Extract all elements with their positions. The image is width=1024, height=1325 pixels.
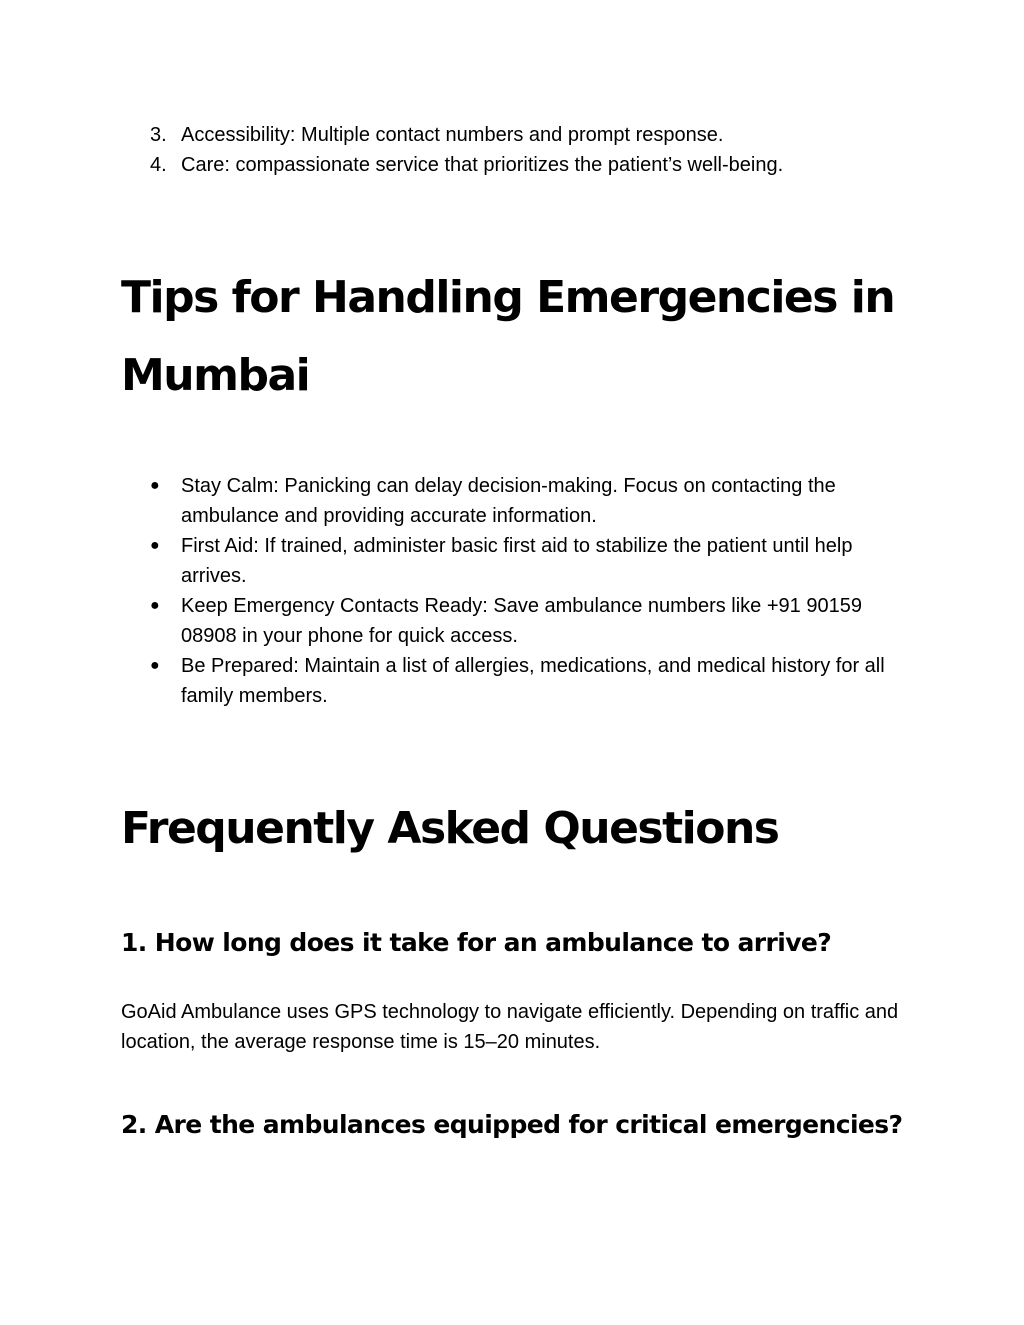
list-item-text: Stay Calm: Panicking can delay decision-making. Focus on contacting the ambulance and providing accurate information. [181, 475, 836, 527]
tips-list [150, 471, 910, 711]
list-item-text: Accessibility: Multiple contact numbers and prompt response. [181, 124, 724, 146]
tips-heading: Tips for Handling Emergencies in Mumbai [121, 272, 895, 401]
list-item-text: First Aid: If trained, administer basic first aid to stabilize the patient until help arrives. [181, 535, 853, 587]
list-item-text: Care: compassionate service that prioritizes the patient’s well-being. [181, 154, 784, 176]
faq-heading: Frequently Asked Questions [121, 803, 779, 854]
list-number: 3. [150, 124, 167, 146]
faq-question: 1. How long does it take for an ambulance to arrive? [121, 928, 832, 957]
numbered-list [150, 120, 783, 180]
list-item-text: Keep Emergency Contacts Ready: Save ambulance numbers like +91 90159 08908 in your phone for quick access. [181, 595, 862, 647]
list-item [150, 651, 910, 711]
bullet-icon: ● [150, 597, 160, 614]
bullet-icon: ● [150, 657, 160, 674]
list-item [150, 120, 783, 150]
list-item-text: Be Prepared: Maintain a list of allergies, medications, and medical history for all family members. [181, 655, 885, 707]
list-number: 4. [150, 154, 167, 176]
list-item [150, 150, 783, 180]
faq-answer: GoAid Ambulance uses GPS technology to navigate efficiently. Depending on traffic and location, the average response time is 15–20 minutes. [121, 1001, 899, 1053]
list-item [150, 471, 910, 531]
list-item [150, 591, 910, 651]
faq-question: 2. Are the ambulances equipped for critical emergencies? [121, 1110, 903, 1139]
bullet-icon: ● [150, 537, 160, 554]
list-item [150, 531, 910, 591]
bullet-icon: ● [150, 477, 160, 494]
